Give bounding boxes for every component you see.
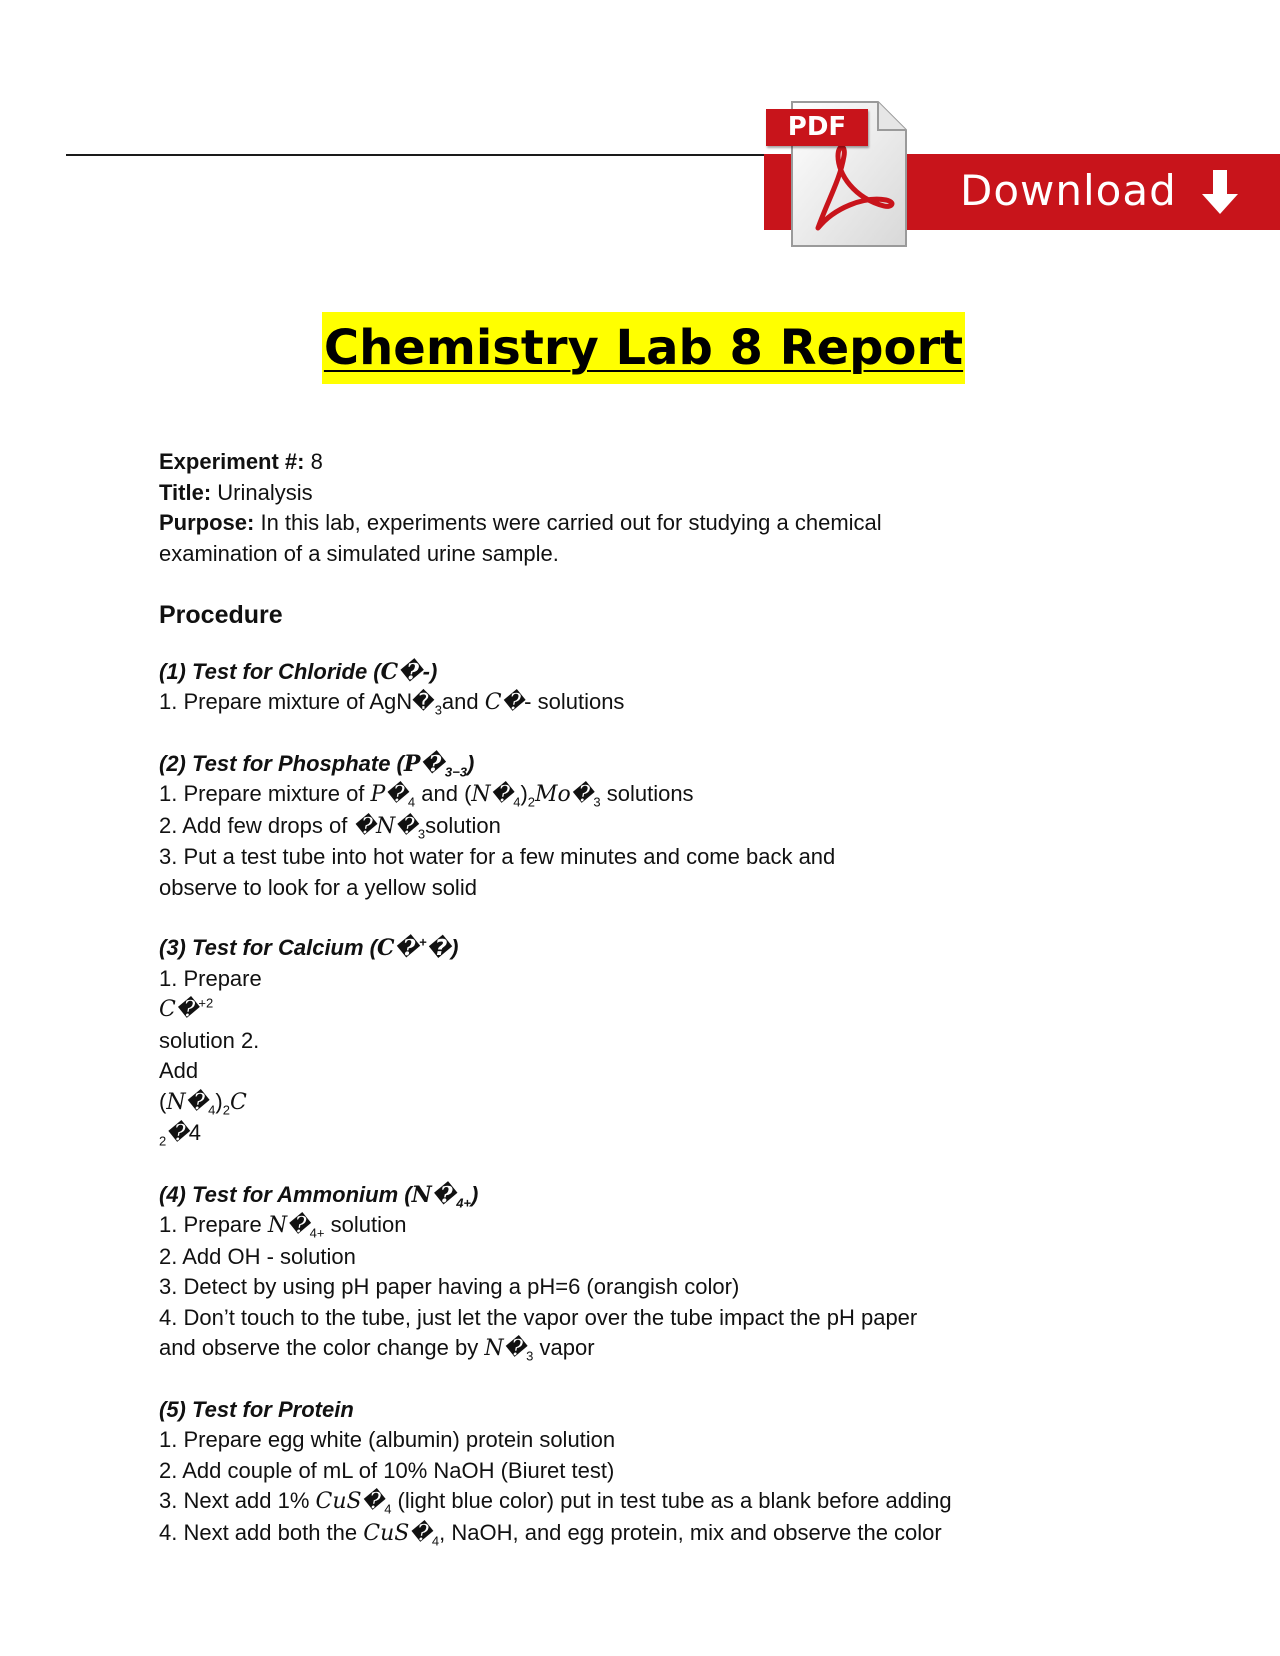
subscript: 4: [208, 1101, 216, 1117]
formula: N�: [267, 1213, 310, 1238]
step-line: [159, 1210, 1159, 1242]
title-text: -): [422, 658, 438, 684]
step-text: , NaOH, and egg protein, mix and observe the color: [439, 1519, 942, 1545]
step-text: solution: [324, 1212, 407, 1237]
step-text: and observe the color change by: [159, 1335, 485, 1360]
step-line: [159, 687, 1159, 719]
subscript: 4: [384, 1501, 392, 1517]
step-line: 4. Don’t touch to the tube, just let the vapor over the tube impact the pH paper: [159, 1304, 918, 1330]
formula: Mo�: [535, 782, 594, 807]
step-line: 2. Add couple of mL of 10% NaOH (Biuret test): [159, 1457, 615, 1483]
title-value: Urinalysis: [211, 479, 313, 505]
purpose-label: Purpose:: [159, 510, 255, 535]
formula: CuS�: [363, 1520, 432, 1546]
header-rule: [66, 154, 776, 156]
formula: C�: [159, 997, 199, 1022]
superscript: +: [419, 934, 427, 950]
step-line: observe to look for a yellow solid: [159, 874, 477, 900]
step-text: 2. Add few drops of: [159, 812, 354, 838]
title-text: (3) Test for Calcium (: [159, 935, 377, 960]
formula: P�: [403, 750, 445, 777]
title-text: �): [426, 935, 459, 960]
step-line: [159, 1486, 1159, 1518]
step-text: 4. Next add both the: [159, 1519, 364, 1545]
step-text: solution: [425, 812, 501, 838]
section-title: (5) Test for Protein: [159, 1396, 354, 1422]
step-text: ): [215, 1088, 223, 1114]
subscript: 3: [526, 1348, 534, 1364]
step-text: - solutions: [524, 689, 625, 714]
formula: �N�: [353, 813, 418, 839]
formula: C�: [484, 690, 525, 715]
step-line: 3. Put a test tube into hot water for a few minutes and come back and: [159, 844, 836, 869]
formula: N�: [471, 782, 514, 807]
subscript: 4: [407, 794, 416, 810]
title-text: (2) Test for Phosphate (: [159, 750, 404, 776]
step-text: 3. Next add 1%: [159, 1488, 316, 1513]
formula: C�: [380, 658, 423, 685]
step-line: [159, 811, 1159, 843]
subscript: 2: [159, 1133, 167, 1149]
step-line: 1. Prepare egg white (albumin) protein solution: [159, 1427, 616, 1452]
step-line: 3. Detect by using pH paper having a pH=6 (orangish color): [159, 1274, 740, 1299]
step-text: 4: [188, 1120, 202, 1145]
step-line: 2. Add OH - solution: [159, 1243, 356, 1269]
subscript: 2: [527, 794, 536, 810]
subscript: 3: [593, 794, 601, 810]
document-body: [159, 447, 1159, 1579]
procedure-heading: Procedure: [159, 601, 283, 629]
step-text: and (: [415, 781, 472, 806]
step-line: Add: [159, 1058, 199, 1083]
step-text: 1. Prepare mixture of AgN�: [159, 689, 435, 714]
superscript: +2: [198, 995, 214, 1011]
title-text: (4) Test for Ammonium (: [159, 1181, 412, 1207]
section-phosphate: [159, 749, 1159, 904]
section-title: [159, 1180, 1159, 1211]
formula: P�: [370, 782, 408, 807]
experiment-line: [159, 447, 1159, 478]
step-line: [159, 1118, 1159, 1150]
section-protein: [159, 1395, 1159, 1550]
step-line: [159, 1333, 1159, 1365]
section-title: [159, 657, 1159, 688]
step-text: vapor: [533, 1335, 595, 1360]
step-line: [159, 1087, 1159, 1119]
section-title: [159, 749, 1159, 780]
experiment-value: 8: [304, 449, 323, 474]
subscript: 2: [222, 1101, 230, 1117]
formula: C: [229, 1089, 247, 1115]
section-ammonium: [159, 1180, 1159, 1365]
formula: N�: [484, 1336, 527, 1361]
formula: C�: [377, 935, 420, 961]
step-text: 1. Prepare mixture of: [159, 781, 371, 806]
step-line: [159, 779, 1159, 811]
step-line: [159, 994, 1159, 1026]
section-calcium: [159, 933, 1159, 1150]
step-text: ): [520, 781, 528, 806]
section-chloride: [159, 657, 1159, 719]
purpose-line: [159, 508, 1159, 539]
step-line: solution 2.: [159, 1027, 260, 1053]
title-text: ): [471, 1181, 479, 1207]
download-label[interactable]: Download: [960, 166, 1177, 215]
subscript: 4: [431, 1532, 440, 1548]
title-line: [159, 478, 1159, 509]
step-line: 1. Prepare: [159, 965, 262, 991]
purpose-text-2: examination of a simulated urine sample.: [159, 540, 559, 566]
subscript: 3: [434, 702, 442, 718]
title-container: [0, 312, 1280, 384]
step-text: (: [159, 1088, 167, 1114]
subscript: 4+: [309, 1225, 325, 1241]
subscript: 3−3: [444, 763, 467, 779]
experiment-label: Experiment #:: [159, 449, 305, 474]
step-line: [159, 1518, 1159, 1550]
formula: CuS�: [315, 1489, 385, 1514]
purpose-text-1: In this lab, experiments were carried out for studying a chemical: [254, 510, 882, 535]
step-text: solutions: [600, 781, 694, 806]
download-arrow-icon[interactable]: [1196, 168, 1244, 218]
step-text: 1. Prepare: [159, 1212, 268, 1237]
step-text: and: [441, 689, 485, 714]
subscript: 4+: [456, 1194, 472, 1210]
pdf-label: PDF: [766, 109, 868, 146]
subscript: 3: [417, 825, 426, 841]
section-title: [159, 933, 1159, 964]
title-label: Title:: [159, 479, 212, 505]
title-text: (1) Test for Chloride (: [159, 658, 381, 684]
step-text: (light blue color) put in test tube as a blank before adding: [391, 1488, 952, 1513]
subscript: 4: [513, 794, 521, 810]
formula: �: [166, 1121, 189, 1146]
formula: N�: [166, 1089, 209, 1115]
page-title: Chemistry Lab 8 Report: [322, 312, 965, 384]
formula: N�: [411, 1181, 457, 1208]
title-text: ): [466, 750, 475, 776]
